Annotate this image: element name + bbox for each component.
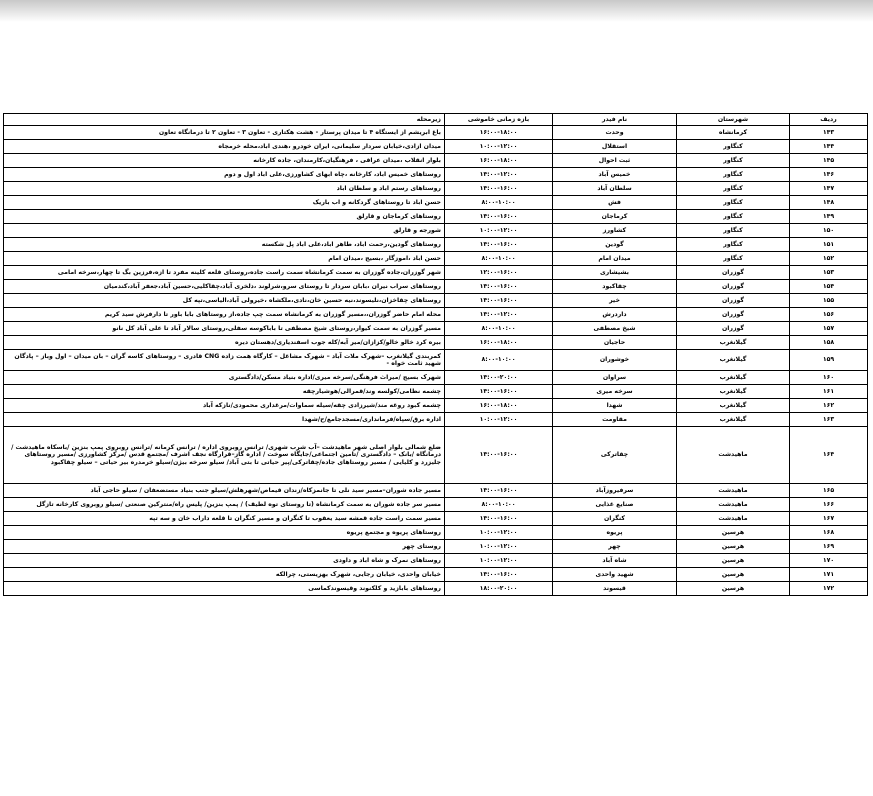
row-number: ۱۷۰ [790, 554, 868, 568]
table-row [4, 140, 868, 154]
row-time: ۱۰:۰۰-۱۲:۰۰ [445, 526, 553, 540]
row-number: ۱۶۶ [790, 498, 868, 512]
row-feeder: مقاومت [553, 413, 677, 427]
row-county: کرمانشاه [677, 126, 790, 140]
header-county: شهرستان [677, 114, 790, 126]
row-area: روستاهای گودین،رحمت اباد، طاهر اباد،علی اباد پل شکسته [4, 238, 445, 252]
row-county: کنگاور [677, 224, 790, 238]
row-number: ۱۵۸ [790, 336, 868, 350]
row-number: ۱۶۴ [790, 427, 868, 484]
row-area: مسیر سمت راست جاده قمشه سید یعقوب تا کنگران و مسیر کنگران تا قلعه داراب خان و سه تپه [4, 512, 445, 526]
row-area: روستاهای خمیس اباد، کارخانه ،چاه ابهای کشاورزی،علی اباد اول و دوم [4, 168, 445, 182]
row-time: ۱۶:۰۰-۱۸:۰۰ [445, 399, 553, 413]
row-county: هرسین [677, 582, 790, 596]
table-row [4, 224, 868, 238]
row-number: ۱۴۷ [790, 182, 868, 196]
row-time: ۸:۰۰-۱۰:۰۰ [445, 350, 553, 371]
row-number: ۱۵۲ [790, 252, 868, 266]
table-row [4, 371, 868, 385]
row-feeder: چهر [553, 540, 677, 554]
table-row [4, 238, 868, 252]
table-row [4, 308, 868, 322]
row-county: گوزران [677, 266, 790, 280]
table-row [4, 252, 868, 266]
table-row [4, 582, 868, 596]
row-area: حسن اباد تا روستاهای گردکانه و اب باریک [4, 196, 445, 210]
row-feeder: فش [553, 196, 677, 210]
row-area: حسن اباد ،اموزگار ،بسیج ،میدان امام [4, 252, 445, 266]
table-row [4, 526, 868, 540]
top-scrollbar-strip [0, 0, 873, 22]
row-county: گیلانغرب [677, 399, 790, 413]
row-number: ۱۵۴ [790, 280, 868, 294]
row-time: ۱۴:۰۰-۱۲:۰۰ [445, 308, 553, 322]
row-area: روستاهای نمرک و شاه اباد و داودی [4, 554, 445, 568]
row-number: ۱۴۵ [790, 154, 868, 168]
row-county: گیلانغرب [677, 336, 790, 350]
row-county: کنگاور [677, 238, 790, 252]
row-county: ماهیدشت [677, 484, 790, 498]
row-county: کنگاور [677, 182, 790, 196]
table-row [4, 294, 868, 308]
row-number: ۱۶۳ [790, 413, 868, 427]
row-feeder: چقاکبود [553, 280, 677, 294]
table-row [4, 512, 868, 526]
row-time: ۱۴:۰۰-۱۶:۰۰ [445, 512, 553, 526]
row-time: ۱۴:۰۰-۱۶:۰۰ [445, 484, 553, 498]
row-number: ۱۴۹ [790, 210, 868, 224]
row-time: ۱۴:۰۰-۲۰:۰۰ [445, 371, 553, 385]
row-county: کنگاور [677, 154, 790, 168]
row-time: ۸:۰۰-۱۰:۰۰ [445, 252, 553, 266]
row-number: ۱۶۸ [790, 526, 868, 540]
row-county: گیلانغرب [677, 413, 790, 427]
header-num: ردیف [790, 114, 868, 126]
row-number: ۱۴۴ [790, 140, 868, 154]
row-area: روستاهای کرماجان و قارلق [4, 210, 445, 224]
row-area: محله امام حاضر گوزران،،مسیر گوزران به کرمانشاه سمت چپ جاده،از روستاهای بابا باور تا دارفرش سید کریم [4, 308, 445, 322]
header-area: زیرمحله [4, 114, 445, 126]
row-county: گیلانغرب [677, 385, 790, 399]
row-time: ۱۰:۰۰-۱۲:۰۰ [445, 140, 553, 154]
outage-schedule-table [3, 113, 868, 596]
row-number: ۱۶۹ [790, 540, 868, 554]
row-area: روستاهای سراب نیران ،بابان سردار تا روستای سرو،شرلوند ،دلخری آباد،چقاکلیی،حسین آباد،جعفر آباد،کندمیان [4, 280, 445, 294]
row-number: ۱۶۷ [790, 512, 868, 526]
row-feeder: شهدا [553, 399, 677, 413]
table-row [4, 484, 868, 498]
table-row [4, 168, 868, 182]
row-feeder: کشاورز [553, 224, 677, 238]
row-area: روستاهای رستم اباد و سلطان اباد [4, 182, 445, 196]
row-number: ۱۴۶ [790, 168, 868, 182]
row-county: هرسین [677, 526, 790, 540]
row-county: هرسین [677, 554, 790, 568]
row-county: ماهیدشت [677, 498, 790, 512]
row-number: ۱۵۹ [790, 350, 868, 371]
row-county: کنگاور [677, 168, 790, 182]
table-row [4, 399, 868, 413]
row-area: روستاهای چقاخزان،نلیسوند،نیه حسین خان،نادی،ملکشاه ،خیرولی آباد،الیاسی،تپه کل [4, 294, 445, 308]
row-time: ۱۴:۰۰-۱۶:۰۰ [445, 294, 553, 308]
row-feeder: کرماجان [553, 210, 677, 224]
row-feeder: وحدت [553, 126, 677, 140]
row-time: ۱۴:۰۰-۱۶:۰۰ [445, 182, 553, 196]
row-feeder: گودین [553, 238, 677, 252]
header-time: بازه زمانی خاموشی [445, 114, 553, 126]
row-feeder: خوشوران [553, 350, 677, 371]
row-county: هرسین [677, 568, 790, 582]
row-time: ۱۰:۰۰-۱۲:۰۰ [445, 413, 553, 427]
table-row [4, 568, 868, 582]
table-row [4, 336, 868, 350]
row-area: میدان ازادی،خیابان سردار سلیمانی، ایران خودرو ،هندی اباد،محله خرمجاه [4, 140, 445, 154]
row-area: روستای چهر [4, 540, 445, 554]
row-time: ۱۴:۰۰-۱۶:۰۰ [445, 238, 553, 252]
row-area: شهرک بسیج /میراث فرهنگی/سرخه میری/اداره بنیاد مسکن/دادگستری [4, 371, 445, 385]
table-header-row [4, 114, 868, 126]
header-feeder: نام فیدر [553, 114, 677, 126]
row-feeder: سراوان [553, 371, 677, 385]
table-row [4, 498, 868, 512]
row-area: ضلع شمالی بلوار اصلی شهر ماهیدشت –آب شرب شهری/ ترانس روبروی اداره / ترانس کرمانه /ترانس روبروی پمپ بنزین /باسکاه ماهیدشت /درمانگاه /بانک – دادگستری /تامین اجتماعی/جایگاه سوخت / اداره گاز–قرارگاه نجف اشرف /مجتمع قدس /مرکز کشاورزی /مسیر روستاهای جلیزرد و کلیایی / مسیر روستاهای جاده/چقاترکی/پیر حیاتی تا بتی آباد/ سیلو سرخه بیژن/سیلو خرمدره بیر حیاتی – سیلو چقاکبود [4, 427, 445, 484]
table-row [4, 350, 868, 371]
table-row [4, 196, 868, 210]
row-time: ۱۶:۰۰-۱۸:۰۰ [445, 154, 553, 168]
row-time: ۱۶:۰۰-۱۸:۰۰ [445, 126, 553, 140]
row-feeder: چقاترکی [553, 427, 677, 484]
row-county: گیلانغرب [677, 350, 790, 371]
row-time: ۱۴:۰۰-۱۶:۰۰ [445, 280, 553, 294]
row-number: ۱۵۱ [790, 238, 868, 252]
row-area: شهر گوزران،جاده گوزران به سمت کرمانشاه سمت راست جاده،روستای قلعه کلینه مفرد تا ازه،فرزین بگ تا چهار،سرخه امامی [4, 266, 445, 280]
table-row [4, 540, 868, 554]
row-number: ۱۵۳ [790, 266, 868, 280]
table-row [4, 126, 868, 140]
table-row [4, 385, 868, 399]
row-county: ماهیدشت [677, 512, 790, 526]
row-area: چشمه نظامی/کولسه وند/قمرالی/هوشیارچقه [4, 385, 445, 399]
row-area: شورجه و قارلق [4, 224, 445, 238]
row-time: ۱۴:۰۰-۱۲:۰۰ [445, 168, 553, 182]
row-area: اداره برق/سپاه/فرمانداری/مسجدجامع/ح/شهدا [4, 413, 445, 427]
row-number: ۱۷۲ [790, 582, 868, 596]
row-number: ۱۷۱ [790, 568, 868, 582]
row-county: گیلانغرب [677, 371, 790, 385]
row-number: ۱۵۶ [790, 308, 868, 322]
row-feeder: ثبت احوال [553, 154, 677, 168]
row-feeder: خمیس آباد [553, 168, 677, 182]
table-row [4, 322, 868, 336]
row-time: ۱۴:۰۰-۱۶:۰۰ [445, 210, 553, 224]
row-time: ۸:۰۰-۱۰:۰۰ [445, 322, 553, 336]
row-county: کنگاور [677, 196, 790, 210]
row-time: ۸:۰۰-۱۰:۰۰ [445, 196, 553, 210]
row-feeder: بشیشاری [553, 266, 677, 280]
row-county: ماهیدشت [677, 427, 790, 484]
row-feeder: شهید واحدی [553, 568, 677, 582]
table-row [4, 210, 868, 224]
row-feeder: سلطان آباد [553, 182, 677, 196]
table-row [4, 427, 868, 484]
row-time: ۱۶:۰۰-۱۸:۰۰ [445, 336, 553, 350]
row-number: ۱۵۵ [790, 294, 868, 308]
row-feeder: کنگران [553, 512, 677, 526]
row-area: بلوار انقلاب ،میدان عراقی ، فرهنگیان،کارمندان، جاده کارخانه [4, 154, 445, 168]
row-county: گوزران [677, 308, 790, 322]
row-area: کمربندی گیلانغرب –شهرک ملات آباد – شهرک مشاغل – کارگاه همت زاده CNG قادری – روستاهای کاسه گران – بان میدان – اول وباز – پادگان شهید ثامت خواه - [4, 350, 445, 371]
row-area: باغ ابریشم از ایستگاه ۴ تا میدان پرستار - هشت هکتاری - تعاون ۳ - تعاون ۲ تا درمانگاه تعاون [4, 126, 445, 140]
table-row [4, 280, 868, 294]
row-county: گوزران [677, 294, 790, 308]
row-area: مسیر گوزران به سمت کیوار،روستای شیخ مصطفی تا باباکوسه سفلی،روستای سالار آباد تا علی آباد کل نانو [4, 322, 445, 336]
row-feeder: پریوه [553, 526, 677, 540]
row-number: ۱۴۸ [790, 196, 868, 210]
row-feeder: سرخه میری [553, 385, 677, 399]
row-feeder: خیر [553, 294, 677, 308]
table-row [4, 154, 868, 168]
row-area: روستاهای پریوه و مجتمع پریوه [4, 526, 445, 540]
table-row [4, 266, 868, 280]
row-time: ۱۲:۰۰-۱۶:۰۰ [445, 266, 553, 280]
row-number: ۱۵۰ [790, 224, 868, 238]
row-number: ۱۶۱ [790, 385, 868, 399]
row-feeder: حاجیان [553, 336, 677, 350]
row-feeder: میدان امام [553, 252, 677, 266]
row-feeder: شاه آباد [553, 554, 677, 568]
row-feeder: سرفیروزآباد [553, 484, 677, 498]
row-area: مسیر جاده شوران–مسیر سید نلی تا جانمزکاه/زندان قیماص/شهرهلش/سیلو جنب بنیاد مستضعفان / سیلو حاجی آباد [4, 484, 445, 498]
row-feeder: قیسوند [553, 582, 677, 596]
row-area: بیره کرد خالو خالو/کزازان/میر آبه/کله جوب اسفندیاری/دهستان دیره [4, 336, 445, 350]
row-number: ۱۴۳ [790, 126, 868, 140]
row-number: ۱۶۰ [790, 371, 868, 385]
row-county: هرسین [677, 540, 790, 554]
row-time: ۱۴:۰۰-۱۶:۰۰ [445, 568, 553, 582]
row-area: مسیر سر جاده شوران به سمت کرمانشاه (تا روستای توه لطیف) / پمپ بنزین/ پلیس راه/منترکین صنعتی /سیلو روبروی کارخانه تازگل [4, 498, 445, 512]
row-area: روستاهای بابازید و کلکنوند وقیسوندکماسی [4, 582, 445, 596]
row-county: گوزران [677, 322, 790, 336]
row-time: ۱۰:۰۰-۱۲:۰۰ [445, 540, 553, 554]
row-feeder: داردرش [553, 308, 677, 322]
row-number: ۱۶۲ [790, 399, 868, 413]
table-row [4, 182, 868, 196]
table-row [4, 413, 868, 427]
row-time: ۱۴:۰۰-۱۶:۰۰ [445, 385, 553, 399]
row-time: ۱۴:۰۰-۱۶:۰۰ [445, 427, 553, 484]
row-county: کنگاور [677, 140, 790, 154]
row-time: ۸:۰۰-۱۰:۰۰ [445, 498, 553, 512]
row-number: ۱۵۷ [790, 322, 868, 336]
row-area: چشمه کبود روغه مند/شیرزادی چقه/سیله سماوات/مرغداری محمودی/نازکه آباد [4, 399, 445, 413]
row-area: خیابان واحدی، خیابان رجایی، شهرک بهزیستی، چرالکه [4, 568, 445, 582]
row-time: ۱۰:۰۰-۱۲:۰۰ [445, 554, 553, 568]
row-feeder: استقلال [553, 140, 677, 154]
row-feeder: شیخ مصطفی [553, 322, 677, 336]
row-number: ۱۶۵ [790, 484, 868, 498]
row-county: گوزران [677, 280, 790, 294]
row-county: کنگاور [677, 252, 790, 266]
row-feeder: صنایع غذایی [553, 498, 677, 512]
table-row [4, 554, 868, 568]
row-county: کنگاور [677, 210, 790, 224]
row-time: ۱۸:۰۰-۲۰:۰۰ [445, 582, 553, 596]
row-time: ۱۰:۰۰-۱۲:۰۰ [445, 224, 553, 238]
